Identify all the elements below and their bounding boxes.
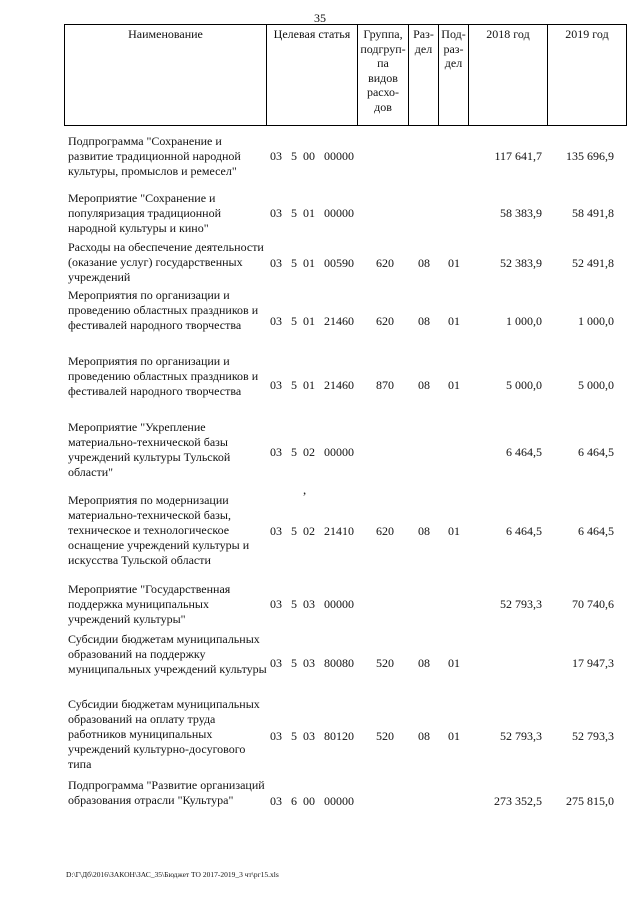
row-code-program: 03 (270, 206, 282, 220)
row-code-program: 03 (270, 314, 282, 328)
row-razdel: 08 (418, 314, 430, 328)
row-name: Расходы на обеспечение деятельности (оказание услуг) государственных учреждений (68, 240, 264, 284)
row-amount-2019: 275 815,0 (566, 794, 614, 808)
row-razdel: 08 (418, 256, 430, 270)
row-code-program: 03 (270, 794, 282, 808)
row-code-program: 03 (270, 524, 282, 538)
row-code-program: 03 (270, 597, 282, 611)
header-year-2018: 2018 год (486, 27, 530, 41)
row-amount-2019: 58 491,8 (572, 206, 614, 220)
row-code-direction: 80080 (324, 656, 354, 670)
row-amount-2018: 6 464,5 (506, 445, 542, 459)
row-amount-2019: 6 464,5 (578, 524, 614, 538)
row-group: 620 (376, 256, 394, 270)
row-name: Подпрограмма "Развитие организаций образования отрасли "Культура" (68, 778, 265, 807)
row-podrazdel: 01 (448, 256, 460, 270)
row-code-direction: 00000 (324, 794, 354, 808)
row-code-event: 03 (303, 656, 315, 670)
row-code-direction: 21410 (324, 524, 354, 538)
row-code-event: 02 (303, 445, 315, 459)
row-amount-2018: 5 000,0 (506, 378, 542, 392)
row-amount-2019: 6 464,5 (578, 445, 614, 459)
row-name: Мероприятия по организации и проведению областных праздников и фестивалей народного творчества (68, 288, 259, 332)
row-amount-2019: 1 000,0 (578, 314, 614, 328)
row-code-program: 03 (270, 656, 282, 670)
row-code-subprogram: 5 (291, 597, 297, 611)
row-group: 520 (376, 656, 394, 670)
row-code-event: 00 (303, 794, 315, 808)
footer-file-path: D:\Г\Дб\2016\ЗАКОН\ЗАС_35\Бюджет ТО 2017-2019_3 чт\рг15.xls (66, 870, 279, 879)
row-name: Мероприятие "Сохранение и популяризация традиционной народной культуры и кино" (68, 191, 222, 235)
row-amount-2018: 58 383,9 (500, 206, 542, 220)
row-code-event: 01 (303, 206, 315, 220)
row-code-subprogram: 6 (291, 794, 297, 808)
row-name: Субсидии бюджетам муниципальных образований на оплату труда работников муниципальных учреждений культурно-досугового типа (68, 697, 260, 771)
header-group: Группа, подгруп- па видов расхо- дов (360, 27, 406, 114)
table-header (64, 24, 627, 126)
row-amount-2018: 117 641,7 (494, 149, 542, 163)
row-razdel: 08 (418, 524, 430, 538)
row-razdel: 08 (418, 729, 430, 743)
row-podrazdel: 01 (448, 656, 460, 670)
row-podrazdel: 01 (448, 314, 460, 328)
row-code-event: 03 (303, 729, 315, 743)
row-group: 870 (376, 378, 394, 392)
row-code-subprogram: 5 (291, 206, 297, 220)
row-code-program: 03 (270, 378, 282, 392)
row-group: 520 (376, 729, 394, 743)
row-code-subprogram: 5 (291, 445, 297, 459)
row-code-program: 03 (270, 729, 282, 743)
row-podrazdel: 01 (448, 729, 460, 743)
row-amount-2019: 70 740,6 (572, 597, 614, 611)
row-code-event: 02 (303, 524, 315, 538)
row-code-direction: 80120 (324, 729, 354, 743)
row-podrazdel: 01 (448, 378, 460, 392)
row-name: Подпрограмма "Сохранение и развитие традиционной народной культуры, промыслов и ремесел" (68, 134, 241, 178)
row-amount-2018: 273 352,5 (494, 794, 542, 808)
row-razdel: 08 (418, 656, 430, 670)
row-amount-2018: 6 464,5 (506, 524, 542, 538)
row-name: Мероприятие "Государственная поддержка муниципальных учреждений культуры" (68, 582, 231, 626)
row-code-direction: 21460 (324, 314, 354, 328)
stray-pen-mark: , (303, 482, 307, 497)
row-code-program: 03 (270, 445, 282, 459)
row-code-event: 03 (303, 597, 315, 611)
row-group: 620 (376, 524, 394, 538)
row-amount-2018: 1 000,0 (506, 314, 542, 328)
row-code-subprogram: 5 (291, 729, 297, 743)
row-amount-2018: 52 383,9 (500, 256, 542, 270)
row-amount-2019: 17 947,3 (572, 656, 614, 670)
row-name: Субсидии бюджетам муниципальных образований на поддержку муниципальных учреждений культуры (68, 632, 267, 676)
row-code-direction: 21460 (324, 378, 354, 392)
row-group: 620 (376, 314, 394, 328)
row-amount-2018: 52 793,3 (500, 729, 542, 743)
row-code-program: 03 (270, 256, 282, 270)
row-razdel: 08 (418, 378, 430, 392)
row-code-subprogram: 5 (291, 149, 297, 163)
row-code-event: 00 (303, 149, 315, 163)
header-name: Наименование (128, 27, 203, 41)
row-code-direction: 00000 (324, 445, 354, 459)
row-code-direction: 00000 (324, 206, 354, 220)
row-code-event: 01 (303, 314, 315, 328)
row-podrazdel: 01 (448, 524, 460, 538)
row-code-direction: 00000 (324, 149, 354, 163)
row-amount-2019: 52 491,8 (572, 256, 614, 270)
row-code-direction: 00590 (324, 256, 354, 270)
row-code-subprogram: 5 (291, 656, 297, 670)
header-year-2019: 2019 год (565, 27, 609, 41)
row-code-subprogram: 5 (291, 524, 297, 538)
row-code-subprogram: 5 (291, 314, 297, 328)
row-amount-2019: 135 696,9 (566, 149, 614, 163)
row-code-event: 01 (303, 256, 315, 270)
row-code-event: 01 (303, 378, 315, 392)
row-code-direction: 00000 (324, 597, 354, 611)
header-target-article: Целевая статья (273, 27, 351, 41)
row-name: Мероприятие "Укрепление материально-технической базы учреждений культуры Тульской области" (68, 420, 231, 479)
row-code-subprogram: 5 (291, 378, 297, 392)
row-code-subprogram: 5 (291, 256, 297, 270)
row-name: Мероприятия по модернизации материально-технической базы, техническое и технологическое оснащение учреждений культуры и искусства Тульской области (68, 493, 250, 567)
header-podrazdel: Под- раз- дел (441, 27, 466, 71)
row-code-program: 03 (270, 149, 282, 163)
row-amount-2019: 52 793,3 (572, 729, 614, 743)
row-amount-2018: 52 793,3 (500, 597, 542, 611)
page-number: 35 (314, 11, 326, 25)
header-razdel: Раз- дел (413, 27, 434, 56)
row-name: Мероприятия по организации и проведению областных праздников и фестивалей народного творчества (68, 354, 259, 398)
row-amount-2019: 5 000,0 (578, 378, 614, 392)
